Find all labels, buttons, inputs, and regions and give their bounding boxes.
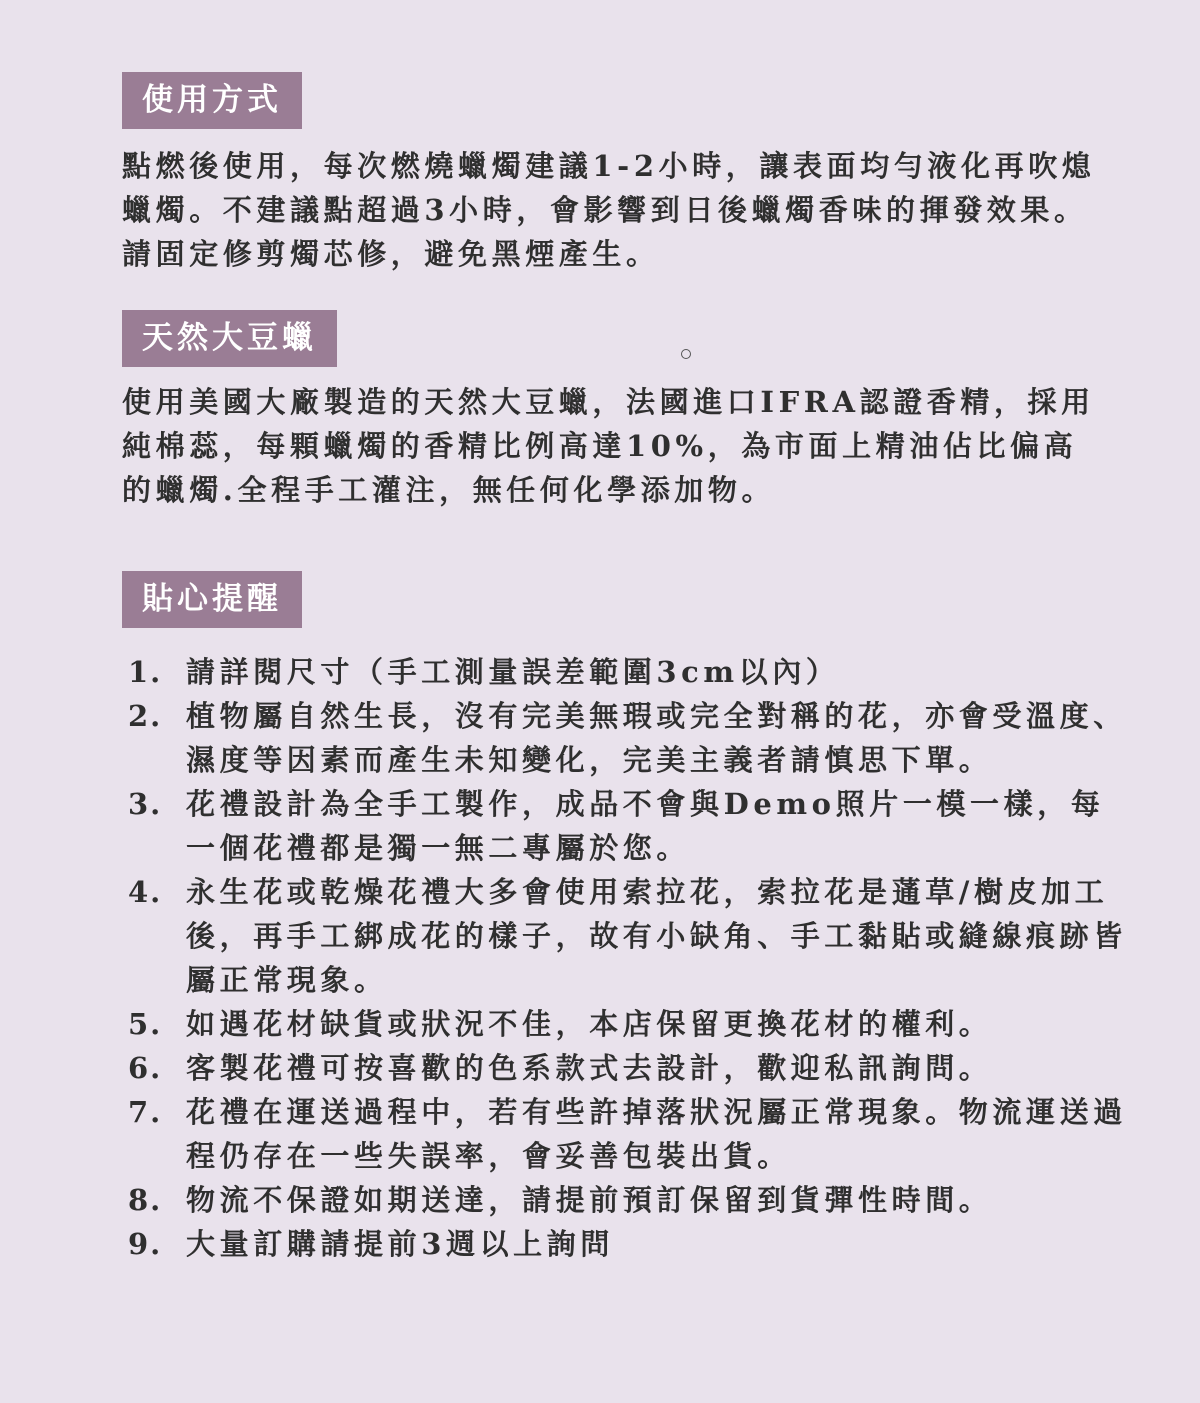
item-text: 客製花禮可按喜歡的色系款式去設計，歡迎私訊詢問。 bbox=[186, 1051, 993, 1085]
item-number: 6. bbox=[128, 1051, 163, 1085]
reminder-item bbox=[122, 1002, 1132, 1046]
reminder-item bbox=[122, 650, 1132, 694]
item-text: 花禮在運送過程中，若有些許掉落狀況屬正常現象。物流運送過程仍存在一些失誤率，會妥善包裝出貨。 bbox=[186, 1095, 1127, 1173]
reminder-item bbox=[122, 694, 1132, 782]
soy-wax-heading: 天然大豆蠟 bbox=[122, 310, 337, 367]
item-number: 3. bbox=[128, 787, 163, 821]
item-number: 4. bbox=[128, 875, 163, 909]
item-number: 5. bbox=[128, 1007, 163, 1041]
reminder-item bbox=[122, 870, 1132, 1002]
reminder-item bbox=[122, 1090, 1132, 1178]
item-number: 2. bbox=[128, 699, 163, 733]
item-number: 8. bbox=[128, 1183, 163, 1217]
item-text: 植物屬自然生長，沒有完美無瑕或完全對稱的花，亦會受溫度、濕度等因素而產生未知變化，完美主義者請慎思下單。 bbox=[186, 699, 1127, 777]
reminders-heading: 貼心提醒 bbox=[122, 571, 302, 628]
usage-paragraph: 點燃後使用，每次燃燒蠟燭建議1-2小時，讓表面均勻液化再吹熄蠟燭。不建議點超過3小時，會影響到日後蠟燭香味的揮發效果。請固定修剪燭芯修，避免黑煙產生。 bbox=[122, 149, 1096, 271]
item-text: 請詳閱尺寸（手工測量誤差範圍3cm以內） bbox=[186, 655, 840, 689]
usage-heading: 使用方式 bbox=[122, 72, 302, 129]
reminder-item bbox=[122, 1178, 1132, 1222]
reminder-item bbox=[122, 782, 1132, 870]
item-number: 7. bbox=[128, 1095, 163, 1129]
item-number: 9. bbox=[128, 1227, 163, 1261]
item-text: 大量訂購請提前3週以上詢問 bbox=[186, 1227, 614, 1261]
item-text: 如遇花材缺貨或狀況不佳，本店保留更換花材的權利。 bbox=[186, 1007, 993, 1041]
reminder-item bbox=[122, 1046, 1132, 1090]
reminder-item bbox=[122, 1222, 1132, 1266]
stray-dot bbox=[681, 349, 691, 359]
soy-wax-paragraph: 使用美國大廠製造的天然大豆蠟，法國進口IFRA認證香精，採用純棉蕊，每顆蠟燭的香精比例高達10%，為市面上精油佔比偏高的蠟燭.全程手工灌注，無任何化學添加物。 bbox=[122, 385, 1095, 507]
reminders-list bbox=[122, 650, 1132, 1266]
item-text: 物流不保證如期送達，請提前預訂保留到貨彈性時間。 bbox=[186, 1183, 993, 1217]
item-text: 永生花或乾燥花禮大多會使用索拉花，索拉花是蓪草/樹皮加工後，再手工綁成花的樣子，故有小缺角、手工黏貼或縫線痕跡皆屬正常現象。 bbox=[186, 875, 1127, 997]
item-number: 1. bbox=[128, 655, 163, 689]
item-text: 花禮設計為全手工製作，成品不會與Demo照片一模一樣，每一個花禮都是獨一無二專屬於您。 bbox=[186, 787, 1105, 865]
